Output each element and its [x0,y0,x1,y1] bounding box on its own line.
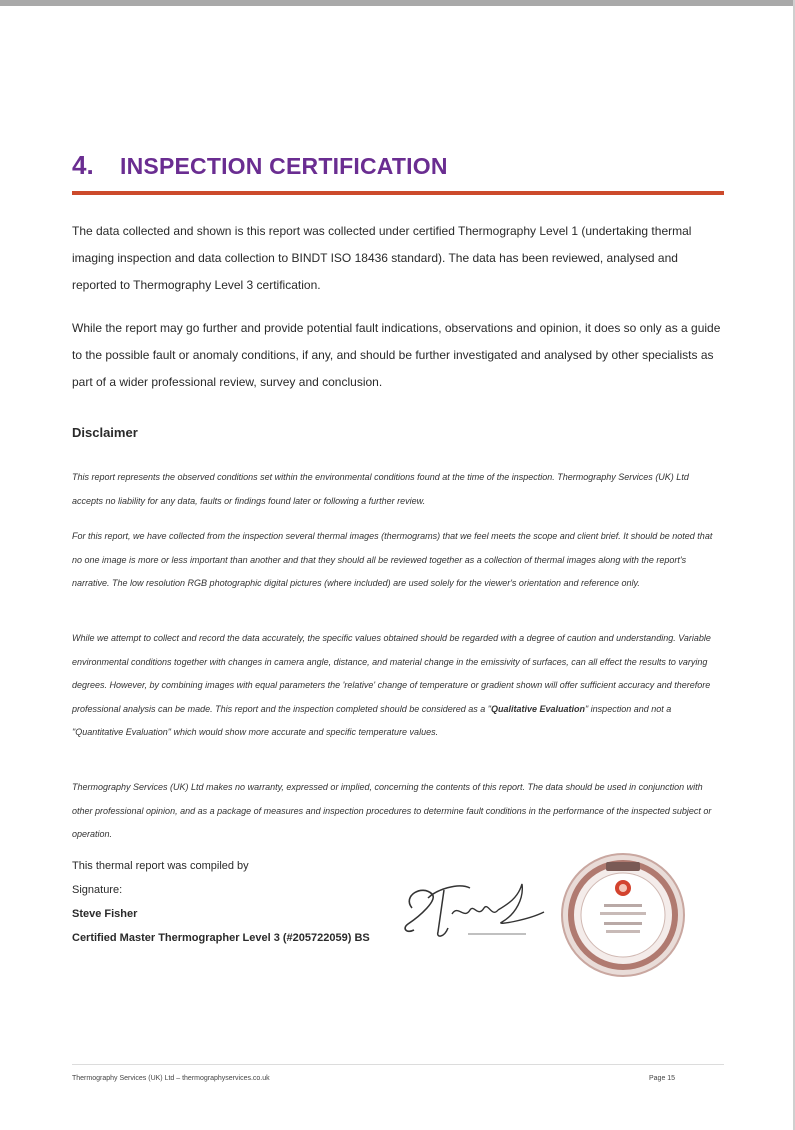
signature-label: Signature: [72,884,123,896]
footer-company: Thermography Services (UK) Ltd – thermographyservices.co.uk [72,1075,270,1082]
intro-paragraph-2: While the report may go further and provide potential fault indications, observations and opinion, it does so only as a guide to the possible fault or anomaly conditions, if any, and should be further investigated and analysed by other specialists as part of a wider professional review, survey and conclusion. [72,321,721,389]
footer-divider [72,1064,724,1065]
disclaimer-paragraph-1: This report represents the observed conditions set within the environmental conditions found at the time of the inspection. Thermography Services (UK) Ltd accepts no liability for any data, faults or findings found later or following a further review. [72,472,689,506]
disclaimer-paragraph-4: Thermography Services (UK) Ltd makes no warranty, expressed or implied, concerning the contents of this report. The data should be used in conjunction with other professional opinion, and as a package of measures and inspection procedures to determine fault conditions in the performance of the inspected subject or operation. [72,782,712,839]
section-number: 4. [72,150,94,180]
disclaimer-paragraph-3 [72,627,722,745]
section-heading [72,150,448,181]
disclaimer-p3-text-a: While we attempt to collect and record the data accurately, the specific values obtained should be regarded with a degree of caution and understanding. Variable environmental conditions together with changes in camera angle, distance, and material change in the emissivity of surfaces, can all effect the results to varying degrees. However, by combining images with equal parameters the 'relative' change of temperature or gradient shown will offer sufficient accuracy and therefore professional analysis can be made. This report and the inspection completed should be considered as a " [72,633,711,714]
compiled-by-text: This thermal report was compiled by [72,860,249,872]
footer-page-number: Page 15 [649,1075,676,1082]
handwritten-signature [398,868,548,948]
signatory-credential: Certified Master Thermographer Level 3 (#205722059) BS [72,932,370,944]
signatory-name: Steve Fisher [72,908,138,920]
signoff-block [72,854,370,950]
section-title: INSPECTION CERTIFICATION [120,153,448,179]
disclaimer-p3-text-b: " inspection and not a "Quantitative Evaluation" which would show more accurate and specific temperature values. [72,703,672,737]
certification-seal-icon [560,852,686,978]
qualitative-evaluation-term: Qualitative Evaluation [490,703,585,714]
disclaimer-heading: Disclaimer [72,425,138,440]
heading-rule [72,191,724,195]
document-page [72,0,724,1130]
intro-paragraph-1: The data collected and shown is this report was collected under certified Thermography Level 1 (undertaking thermal imaging inspection and data collection to BINDT ISO 18436 standard). The data has been reviewed, analysed and reported to Thermography Level 3 certification. [72,224,692,292]
disclaimer-paragraph-2: For this report, we have collected from the inspection several thermal images (thermograms) that we feel meets the scope and client brief. It should be noted that no one image is more or less important than another and that they should all be reviewed together as a collection of thermal images along with the report's narrative. The low resolution RGB photographic digital pictures (where included) are used solely for the viewer's orientation and reference only. [72,531,713,588]
